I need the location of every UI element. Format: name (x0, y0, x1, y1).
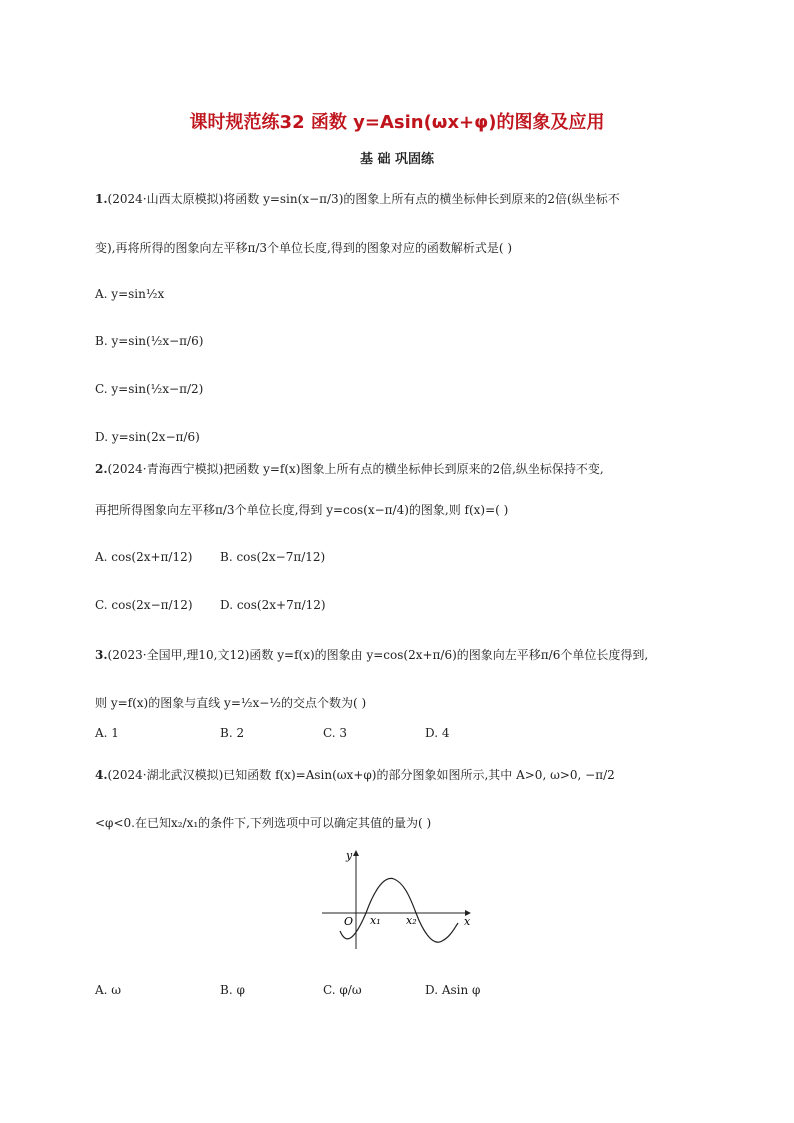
y-axis-label: y (346, 849, 353, 862)
q2-option-c: C. cos(2x−π/12) (95, 598, 193, 612)
q2-option-a: A. cos(2x+π/12) (95, 550, 193, 564)
x-axis-label: x (464, 915, 471, 928)
q2-option-b: B. cos(2x−7π/12) (220, 550, 326, 564)
x1-label: x₁ (370, 914, 381, 927)
q1-line1: 1.(2024·山西太原模拟)将函数 y=sin(x−π/3)的图象上所有点的横坐标伸长到原来的2倍(纵坐标不 (95, 192, 620, 206)
q4-option-a: A. ω (95, 983, 122, 997)
q4-option-c: C. φ/ω (323, 983, 362, 997)
q4-option-b: B. φ (220, 983, 245, 997)
origin-label: O (344, 915, 354, 928)
q3-option-c: C. 3 (323, 726, 348, 740)
q3-option-d: D. 4 (425, 726, 450, 740)
q1-option-c: C. y=sin(½x−π/2) (95, 382, 204, 396)
q1-option-b: B. y=sin(½x−π/6) (95, 334, 204, 348)
q1-option-d: D. y=sin(2x−π/6) (95, 430, 200, 444)
q2-line1: 2.(2024·青海西宁模拟)把函数 y=f(x)图象上所有点的横坐标伸长到原来的2倍,纵坐标保持不变, (95, 462, 604, 476)
q4-line1: 4.(2024·湖北武汉模拟)已知函数 f(x)=Asin(ωx+φ)的部分图象如图所示,其中 A>0, ω>0, −π/2 (95, 768, 615, 782)
q3-option-a: A. 1 (95, 726, 119, 740)
q3-line1: 3.(2023·全国甲,理10,文12)函数 y=f(x)的图象由 y=cos(2x+π/6)的图象向左平移π/6个单位长度得到, (95, 648, 649, 662)
sine-curve (340, 878, 458, 942)
q3-line2: 则 y=f(x)的图象与直线 y=½x−½的交点个数为( ) (95, 696, 367, 710)
x2-label: x₂ (406, 914, 417, 927)
page-title: 课时规范练32 函数 y=Asin(ωx+φ)的图象及应用 (189, 112, 605, 133)
q4-line2: <φ<0.在已知x₂/x₁的条件下,下列选项中可以确定其值的量为( ) (95, 816, 432, 830)
q2-line2: 再把所得图象向左平移π/3个单位长度,得到 y=cos(x−π/4)的图象,则 f(x)=( ) (95, 503, 509, 517)
q1-line2: 变),再将所得的图象向左平移π/3个单位长度,得到的图象对应的函数解析式是( ) (95, 241, 513, 255)
q3-option-b: B. 2 (220, 726, 245, 740)
q4-option-d: D. Asin φ (425, 983, 481, 997)
q1-option-a: A. y=sin½x (95, 287, 165, 301)
section-subtitle: 基 础 巩固练 (359, 152, 435, 167)
q2-option-d: D. cos(2x+7π/12) (220, 598, 326, 612)
sine-graph-figure (318, 845, 478, 955)
